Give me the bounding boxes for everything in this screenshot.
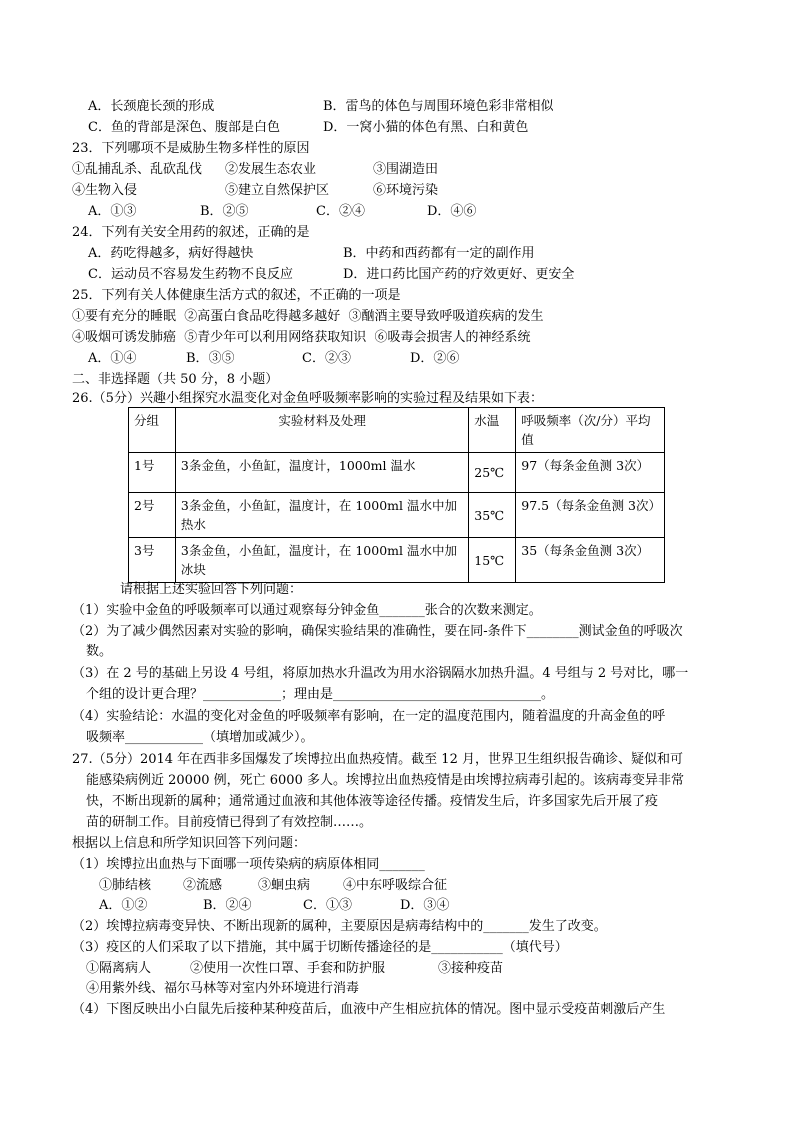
q27-sub-1-item-1: ①肺结核 xyxy=(99,878,152,893)
table-cell: 25℃ xyxy=(469,453,516,493)
q27-sub-1-option-a: A．①② xyxy=(99,898,148,913)
table-cell: 3条金鱼，小鱼缸，温度计，在 1000ml 温水中加冰块 xyxy=(175,538,468,583)
q25-statements-line-1: ①要有充分的睡眠 ②高蛋白食品吃得越多越好 ③酗酒主要导致呼吸道疾病的发生 xyxy=(72,309,544,324)
q26-stem: 26.（5分）兴趣小组探究水温变化对金鱼呼吸频率影响的实验过程及结果如下表： xyxy=(72,391,543,406)
table-cell: 2号 xyxy=(129,493,176,538)
q25-stem: 25．下列有关人体健康生活方式的叙述，不正确的一项是 xyxy=(72,288,401,303)
table-cell: 3号 xyxy=(129,538,176,583)
q23-item-6: ⑥环境污染 xyxy=(373,183,439,198)
q26-sub-1: （1）实验中金鱼的呼吸频率可以通过观察每分钟金鱼_______张合的次数来测定。 xyxy=(72,603,542,618)
q26-sub-4-line-1: （4）实验结论：水温的变化对金鱼的呼吸频率有影响，在一定的温度范围内，随着温度的升高金鱼的呼 xyxy=(72,709,666,724)
q23-option-d: D．④⑥ xyxy=(427,204,477,219)
q23-option-c: C．②④ xyxy=(316,204,365,219)
table-header: 水温 xyxy=(469,408,516,453)
q24-option-a: A．药吃得越多，病好得越快 xyxy=(88,246,254,261)
q27-sub-1-item-2: ②流感 xyxy=(183,878,223,893)
table-cell: 35℃ xyxy=(469,493,516,538)
q26-sub-4-line-2: 吸频率____________（填增加或减少）。 xyxy=(86,730,314,745)
q27-sub-1-option-d: D．③④ xyxy=(400,898,450,913)
table-header: 实验材料及处理 xyxy=(175,408,468,453)
q27-sub-3-item-3: ③接种疫苗 xyxy=(438,961,504,976)
table-row xyxy=(129,538,665,583)
table-cell: 3条金鱼，小鱼缸，温度计，1000ml 温水 xyxy=(175,453,468,493)
q24-option-d: D．进口药比国产药的疗效更好、更安全 xyxy=(343,267,575,282)
q27-sub-1-item-3: ③蛔虫病 xyxy=(258,878,311,893)
q23-item-5: ⑤建立自然保护区 xyxy=(225,183,330,198)
q27-sub-1: （1）埃博拉出血热与下面哪一项传染病的病原体相同_______ xyxy=(72,857,425,872)
q27-sub-1-option-b: B．②④ xyxy=(203,898,252,913)
table-header: 呼吸频率（次/分）平均值 xyxy=(516,408,665,453)
q23-option-a: A．①③ xyxy=(88,204,137,219)
q27-sub-3: （3）疫区的人们采取了以下措施，其中属于切断传播途径的是___________（填代号） xyxy=(72,940,568,955)
table-cell: 1号 xyxy=(129,453,176,493)
q27-sub-2: （2）埃博拉病毒变异快、不断出现新的属种，主要原因是病毒结构中的_______发生了改变。 xyxy=(72,919,607,934)
q22-option-a: A．长颈鹿长颈的形成 xyxy=(88,99,215,114)
q24-option-c: C．运动员不容易发生药物不良反应 xyxy=(88,267,293,282)
q26-sub-2-line-1: （2）为了减少偶然因素对实验的影响，确保实验结果的准确性，要在同-条件下________测试金鱼的呼吸次 xyxy=(72,624,683,639)
section-heading: 二、非选择题（共 50 分，8 小题） xyxy=(72,372,279,387)
q24-stem: 24．下列有关安全用药的叙述，正确的是 xyxy=(72,225,310,240)
q23-item-2: ②发展生态农业 xyxy=(225,162,317,177)
table-cell: 15℃ xyxy=(469,538,516,583)
q24-option-b: B．中药和西药都有一定的副作用 xyxy=(343,246,535,261)
q27-prompt: 根据以上信息和所学知识回答下列问题： xyxy=(72,836,307,851)
q25-option-a: A．①④ xyxy=(88,351,137,366)
q25-statements-line-2: ④吸烟可诱发肺癌 ⑤青少年可以利用网络获取知识 ⑥吸毒会损害人的神经系统 xyxy=(72,330,531,345)
table-header: 分组 xyxy=(129,408,176,453)
q27-sub-4: （4）下图反映出小白鼠先后接种某种疫苗后，血液中产生相应抗体的情况。图中显示受疫苗刺激后产生 xyxy=(72,1002,666,1017)
q27-passage-line-2: 能感染病例近 20000 例，死亡 6000 多人。埃博拉出血热疫情是由埃博拉病毒引起的。该病毒变异非常 xyxy=(86,773,684,788)
q25-option-b: B．③⑤ xyxy=(186,351,235,366)
q23-option-b: B．②⑤ xyxy=(200,204,249,219)
table-header-row xyxy=(129,408,665,453)
q27-passage-line-1: 27.（5分）2014 年在西非多国爆发了埃博拉出血热疫情。截至 12 月，世界卫生组织报告确诊、疑似和可 xyxy=(72,752,683,767)
q23-item-1: ①乱捕乱杀、乱砍乱伐 xyxy=(72,162,203,177)
q25-option-d: D．②⑥ xyxy=(410,351,460,366)
q27-passage-line-3: 快，不断出现新的属种；通常通过血液和其他体液等途径传播。疫情发生后，许多国家先后开展了疫 xyxy=(86,794,659,809)
q26-prompt: 请根据上述实验回答下列问题： xyxy=(120,582,303,597)
table-cell: 97（每条金鱼测 3次） xyxy=(516,453,665,493)
q22-option-b: B．雷鸟的体色与周围环境色彩非常相似 xyxy=(323,99,554,114)
q27-passage-line-4: 苗的研制工作。目前疫情已得到了有效控制……。 xyxy=(86,815,373,830)
q27-sub-1-option-c: C．①③ xyxy=(303,898,352,913)
q23-item-4: ④生物入侵 xyxy=(72,183,138,198)
table-row xyxy=(129,493,665,538)
q23-stem: 23．下列哪项不是威胁生物多样性的原因 xyxy=(72,141,310,156)
q27-sub-3-item-1: ①隔离病人 xyxy=(86,961,152,976)
q26-sub-2-line-2: 数。 xyxy=(86,644,113,659)
q22-option-d: D．一窝小猫的体色有黑、白和黄色 xyxy=(323,120,529,135)
table-cell: 3条金鱼，小鱼缸，温度计，在 1000ml 温水中加热水 xyxy=(175,493,468,538)
q25-option-c: C．②③ xyxy=(302,351,351,366)
table-cell: 97.5（每条金鱼测 3次） xyxy=(516,493,665,538)
table-row xyxy=(129,453,665,493)
experiment-table xyxy=(128,407,665,583)
q26-sub-3-line-2: 个组的设计更合理？____________；理由是________________________________。 xyxy=(86,687,555,702)
q26-sub-3-line-1: （3）在 2 号的基础上另设 4 号组，将原加热水升温改为用水浴锅隔水加热升温。4 号组与 2 号对比，哪一 xyxy=(72,666,689,681)
table-cell: 35（每条金鱼测 3次） xyxy=(516,538,665,583)
q22-option-c: C．鱼的背部是深色、腹部是白色 xyxy=(88,120,280,135)
q27-sub-1-item-4: ④中东呼吸综合征 xyxy=(343,878,448,893)
q27-sub-3-item-4: ④用紫外线、福尔马林等对室内外环境进行消毒 xyxy=(86,981,360,996)
q23-item-3: ③围湖造田 xyxy=(373,162,439,177)
q27-sub-3-item-2: ②使用一次性口罩、手套和防护服 xyxy=(190,961,386,976)
